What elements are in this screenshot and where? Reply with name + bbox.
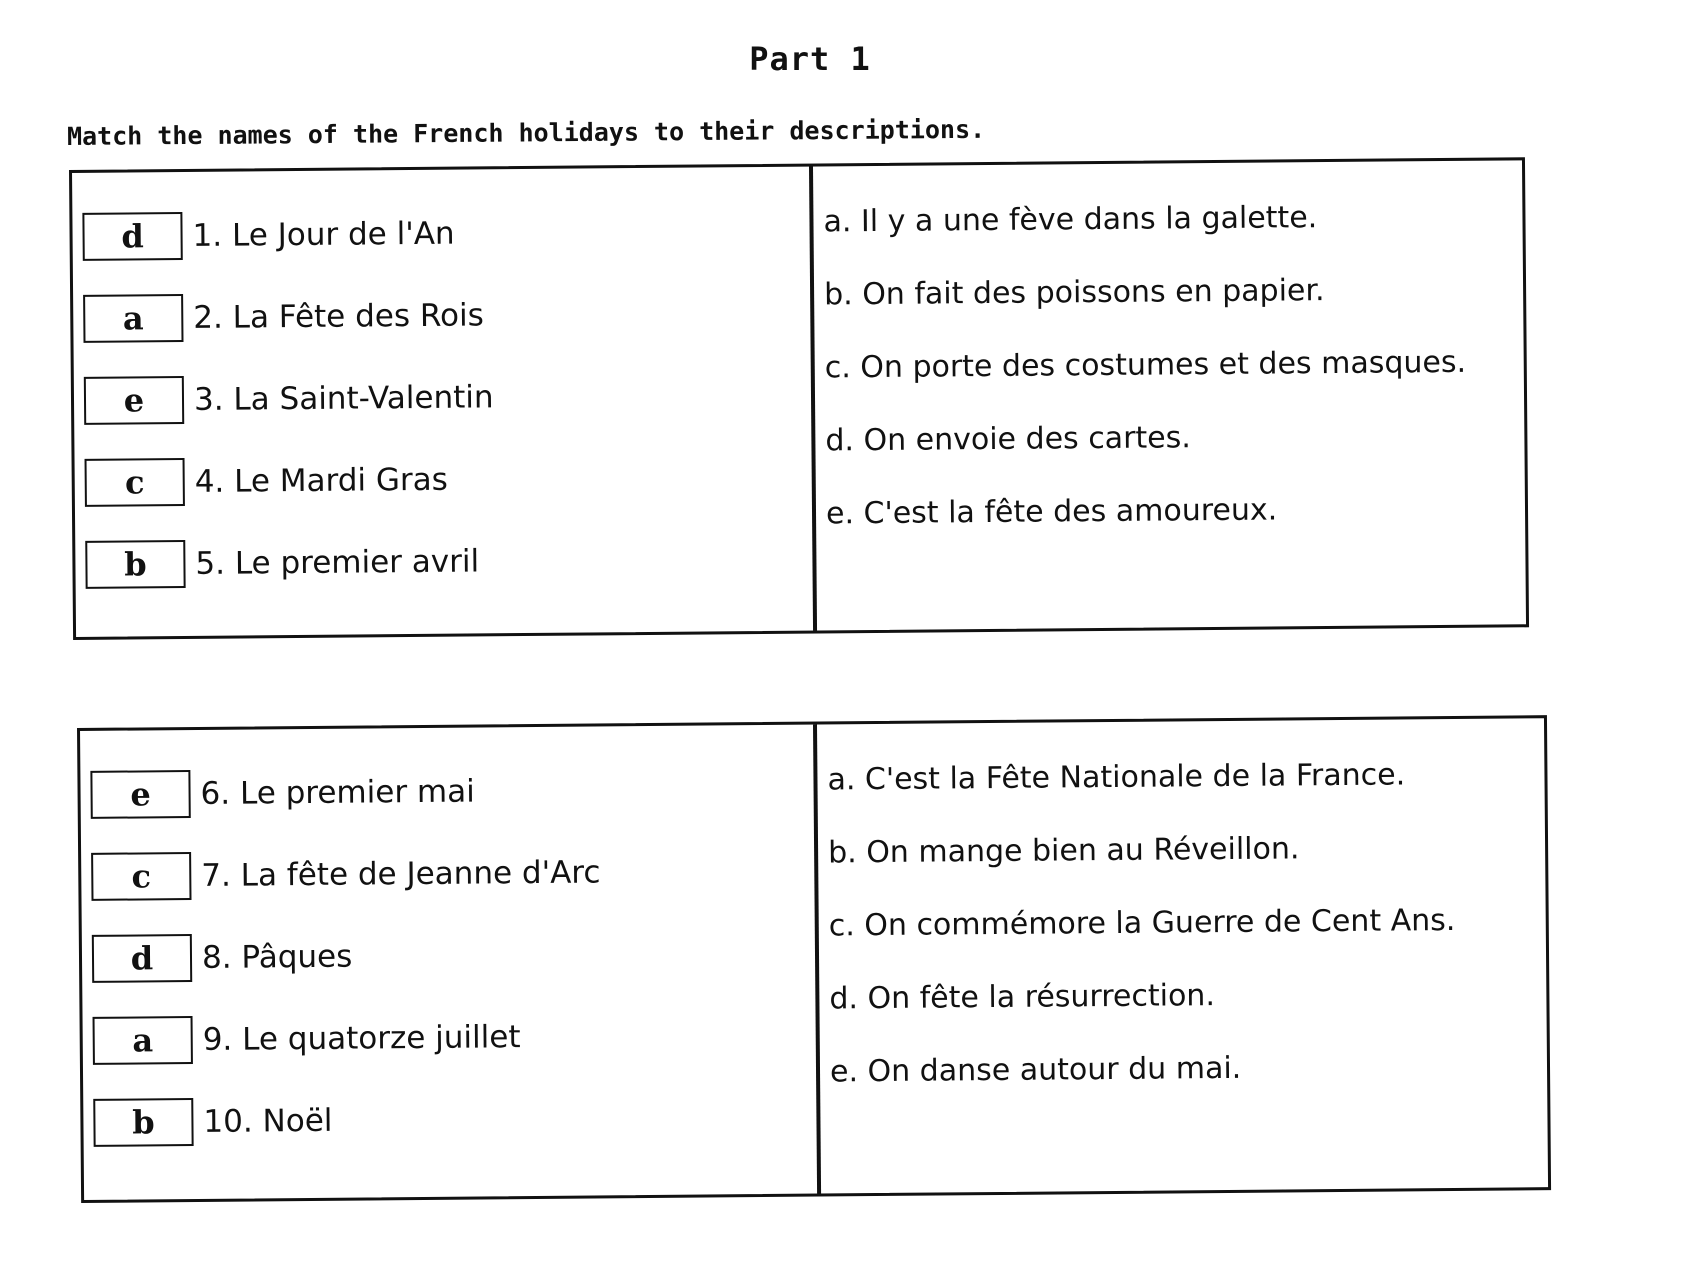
holiday-label: 2. La Fête des Rois (193, 297, 484, 336)
description-item: d. On fête la résurrection. (829, 978, 1216, 1017)
answer-box[interactable]: a (83, 294, 183, 343)
holiday-label: 7. La fête de Jeanne d'Arc (201, 854, 601, 894)
holiday-label: 8. Pâques (201, 938, 353, 976)
answer-box[interactable]: c (91, 852, 191, 901)
holiday-row (93, 1011, 813, 1069)
description-item: b. On fait des poissons en papier. (823, 273, 1325, 313)
holiday-row (91, 847, 811, 905)
description-item: e. On danse autour du mai. (829, 1050, 1242, 1090)
answer-box[interactable]: d (82, 212, 182, 261)
answer-box[interactable]: a (93, 1016, 193, 1065)
instructions: Match the names of the French holidays to their descriptions. (66, 114, 986, 151)
holiday-row (93, 1093, 813, 1151)
answer-box[interactable]: c (85, 458, 185, 507)
holiday-row (90, 765, 810, 823)
description-item: c. On porte des costumes et des masques. (824, 344, 1467, 386)
holiday-row (83, 289, 803, 347)
holiday-row (82, 207, 802, 265)
page-title: Part 1 (749, 40, 871, 78)
holiday-row (85, 535, 805, 593)
description-item: c. On commémore la Guerre de Cent Ans. (828, 902, 1456, 944)
holiday-label: 1. Le Jour de l'An (192, 215, 455, 254)
holiday-label: 6. Le premier mai (200, 773, 475, 812)
holiday-row (84, 371, 804, 429)
holiday-row (92, 929, 812, 987)
description-item: e. C'est la fête des amoureux. (825, 492, 1278, 532)
answer-box[interactable]: b (85, 540, 185, 589)
holiday-label: 3. La Saint-Valentin (193, 379, 494, 418)
answer-box[interactable]: b (93, 1098, 193, 1147)
column-divider (813, 725, 821, 1194)
description-item: a. C'est la Fête Nationale de la France. (827, 757, 1406, 798)
description-item: b. On mange bien au Réveillon. (827, 831, 1300, 871)
holiday-row (85, 453, 805, 511)
column-divider (809, 167, 817, 631)
holiday-label: 9. Le quatorze juillet (202, 1019, 521, 1058)
description-item: a. Il y a une fève dans la galette. (823, 200, 1318, 240)
holiday-label: 10. Noël (203, 1102, 333, 1140)
answer-box[interactable]: e (84, 376, 184, 425)
matching-table-1 (69, 157, 1529, 640)
matching-table-2 (77, 715, 1551, 1203)
answer-box[interactable]: e (90, 770, 190, 819)
holiday-label: 5. Le premier avril (195, 543, 480, 582)
holiday-label: 4. Le Mardi Gras (194, 461, 448, 500)
description-item: d. On envoie des cartes. (825, 420, 1191, 459)
answer-box[interactable]: d (92, 934, 192, 983)
